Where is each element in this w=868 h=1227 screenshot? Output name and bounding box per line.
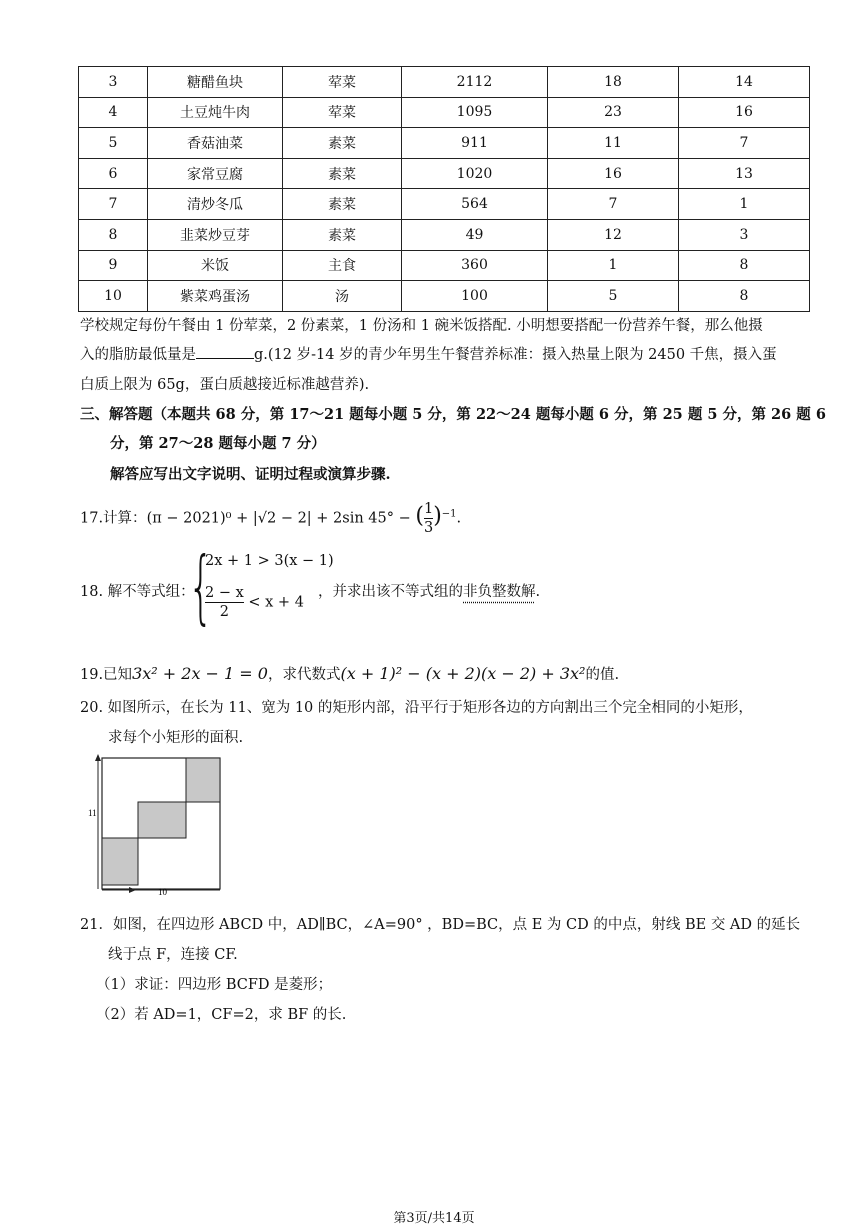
table-row [79, 128, 810, 159]
q18-inequality-1: 2x + 1 > 3(x − 1) [205, 553, 334, 569]
q18-suffix [318, 580, 540, 601]
q21-part2: （2）若 AD=1，CF=2，求 BF 的长. [96, 1007, 347, 1023]
q19-mid: ，求代数式 [267, 667, 341, 683]
nutrition-table [78, 66, 810, 312]
table-cell: 18 [548, 67, 679, 98]
table-cell: 7 [548, 189, 679, 220]
q17-end: . [456, 510, 462, 527]
table-cell: 16 [548, 158, 679, 189]
table-row [79, 67, 810, 98]
q21-line2: 线于点 F，连接 CF. [108, 947, 238, 963]
table-cell: 汤 [283, 281, 402, 312]
q20-line2: 求每个小矩形的面积. [108, 730, 244, 746]
table-cell: 911 [402, 128, 548, 159]
small-rectangle-middle [138, 802, 186, 838]
table-cell: 5 [548, 281, 679, 312]
label-11: 11 [88, 808, 97, 818]
page-number: 第3页/共14页 [393, 1211, 475, 1226]
table-cell: 8 [79, 219, 148, 250]
q18-suffix-end: . [535, 584, 541, 600]
q16-line1: 学校规定每份午餐由 1 份荤菜，2 份素菜，1 份汤和 1 碗米饭搭配. 小明想要搭配一份营养午餐，那么他摄 [80, 318, 763, 334]
q18-frac-num: 2 − x [205, 585, 244, 601]
table-cell: 10 [79, 281, 148, 312]
table-cell: 100 [402, 281, 548, 312]
table-cell: 2112 [402, 67, 548, 98]
table-cell: 清炒冬瓜 [148, 189, 283, 220]
q19-equation: 3x² + 2x − 1 = 0 [132, 664, 268, 683]
table-cell: 1 [548, 250, 679, 281]
table-cell: 香菇油菜 [148, 128, 283, 159]
table-cell: 360 [402, 250, 548, 281]
table-cell: 素菜 [283, 128, 402, 159]
q18-inequality-2-rhs: < x + 4 [248, 594, 304, 611]
table-cell: 1095 [402, 97, 548, 128]
table-cell: 素菜 [283, 219, 402, 250]
table-row [79, 281, 810, 312]
table-cell: 荤菜 [283, 67, 402, 98]
q16-line2-post: g.(12 岁-14 岁的青少年男生午餐营养标准：摄入热量上限为 2450 千焦，摄入蛋 [254, 347, 777, 363]
q18-fraction [205, 584, 244, 621]
table-cell: 3 [679, 219, 810, 250]
small-rectangle-top [186, 758, 220, 802]
q18-inequality-2 [205, 584, 304, 621]
table-cell: 5 [79, 128, 148, 159]
table-cell: 4 [79, 97, 148, 128]
q17-expression: (π − 2021)⁰ + |√2 − 2| + 2sin 45° − [146, 510, 416, 527]
q17-prefix: 17.计算： [80, 510, 147, 527]
table-cell: 1 [679, 189, 810, 220]
table-cell: 1020 [402, 158, 548, 189]
q17-exponent: −1 [441, 508, 457, 520]
q17-fraction [424, 500, 433, 537]
table-cell: 23 [548, 97, 679, 128]
table-cell: 7 [79, 189, 148, 220]
table-row [79, 250, 810, 281]
table-cell: 素菜 [283, 158, 402, 189]
table-row [79, 219, 810, 250]
q17-frac-num: 1 [423, 501, 434, 517]
table-row [79, 158, 810, 189]
q17-frac-den: 3 [423, 520, 434, 536]
q16-line2-pre: 入的脂肪最低量是 [80, 347, 196, 363]
q19-expression: (x + 1)² − (x + 2)(x − 2) + 3x² [340, 664, 586, 683]
q19 [80, 663, 619, 684]
q18-frac-den: 2 [219, 604, 229, 620]
answer-blank [196, 344, 254, 359]
table-cell: 荤菜 [283, 97, 402, 128]
table-row [79, 189, 810, 220]
table-cell: 14 [679, 67, 810, 98]
q17: 17.计算：(π − 2021)⁰ + |√2 − 2| + 2sin 45° − ( $\frac{1}{3}$ )$^{-1}$. [80, 501, 462, 536]
q20-figure [86, 754, 226, 896]
section3-title-line2: 分，第 27～28 题每小题 7 分） [110, 435, 326, 452]
table-cell: 家常豆腐 [148, 158, 283, 189]
q18-prefix: 18. 解不等式组： [80, 584, 195, 600]
table-cell: 7 [679, 128, 810, 159]
table-cell: 主食 [283, 250, 402, 281]
label-10: 10 [158, 887, 167, 896]
table-cell: 紫菜鸡蛋汤 [148, 281, 283, 312]
table-cell: 8 [679, 250, 810, 281]
table-cell: 韭菜炒豆芽 [148, 219, 283, 250]
q21-part1: （1）求证：四边形 BCFD 是菱形； [96, 977, 333, 993]
q18-suffix-pre: ，并求出该不等式组的 [318, 584, 463, 600]
table-cell: 11 [548, 128, 679, 159]
arrow-right-icon [129, 887, 136, 893]
q20-line1: 20. 如图所示，在长为 11、宽为 10 的矩形内部，沿平行于矩形各边的方向割出三个完全相同的小矩形， [80, 700, 753, 716]
q18-emphasis: 非负整数解 [463, 584, 536, 600]
table-cell: 13 [679, 158, 810, 189]
arrow-up-icon [95, 754, 101, 761]
table-cell: 9 [79, 250, 148, 281]
q16-line2 [80, 343, 777, 364]
table-cell: 糖醋鱼块 [148, 67, 283, 98]
table-cell: 6 [79, 158, 148, 189]
small-rectangle-bottom [102, 838, 138, 885]
table-cell: 土豆炖牛肉 [148, 97, 283, 128]
section3-title-line1: 三、解答题（本题共 68 分，第 17～21 题每小题 5 分，第 22～24 题每小题 6 分，第 25 题 5 分，第 26 题 6 [80, 406, 826, 423]
table-row [79, 97, 810, 128]
table-cell: 8 [679, 281, 810, 312]
table-cell: 16 [679, 97, 810, 128]
table-cell: 素菜 [283, 189, 402, 220]
q19-pre: 19.已知 [80, 667, 133, 683]
table-cell: 米饭 [148, 250, 283, 281]
q16-line3: 白质上限为 65g，蛋白质越接近标准越营养). [80, 377, 370, 393]
q19-post: 的值. [585, 667, 620, 683]
q18-brace: { [188, 540, 214, 633]
q21-line1: 21．如图，在四边形 ABCD 中，AD∥BC，∠A=90° ，BD=BC，点 E 为 CD 的中点，射线 BE 交 AD 的延长 [80, 917, 801, 933]
table-cell: 12 [548, 219, 679, 250]
table-cell: 564 [402, 189, 548, 220]
table-cell: 3 [79, 67, 148, 98]
table-cell: 49 [402, 219, 548, 250]
section3-note: 解答应写出文字说明、证明过程或演算步骤. [110, 466, 391, 483]
